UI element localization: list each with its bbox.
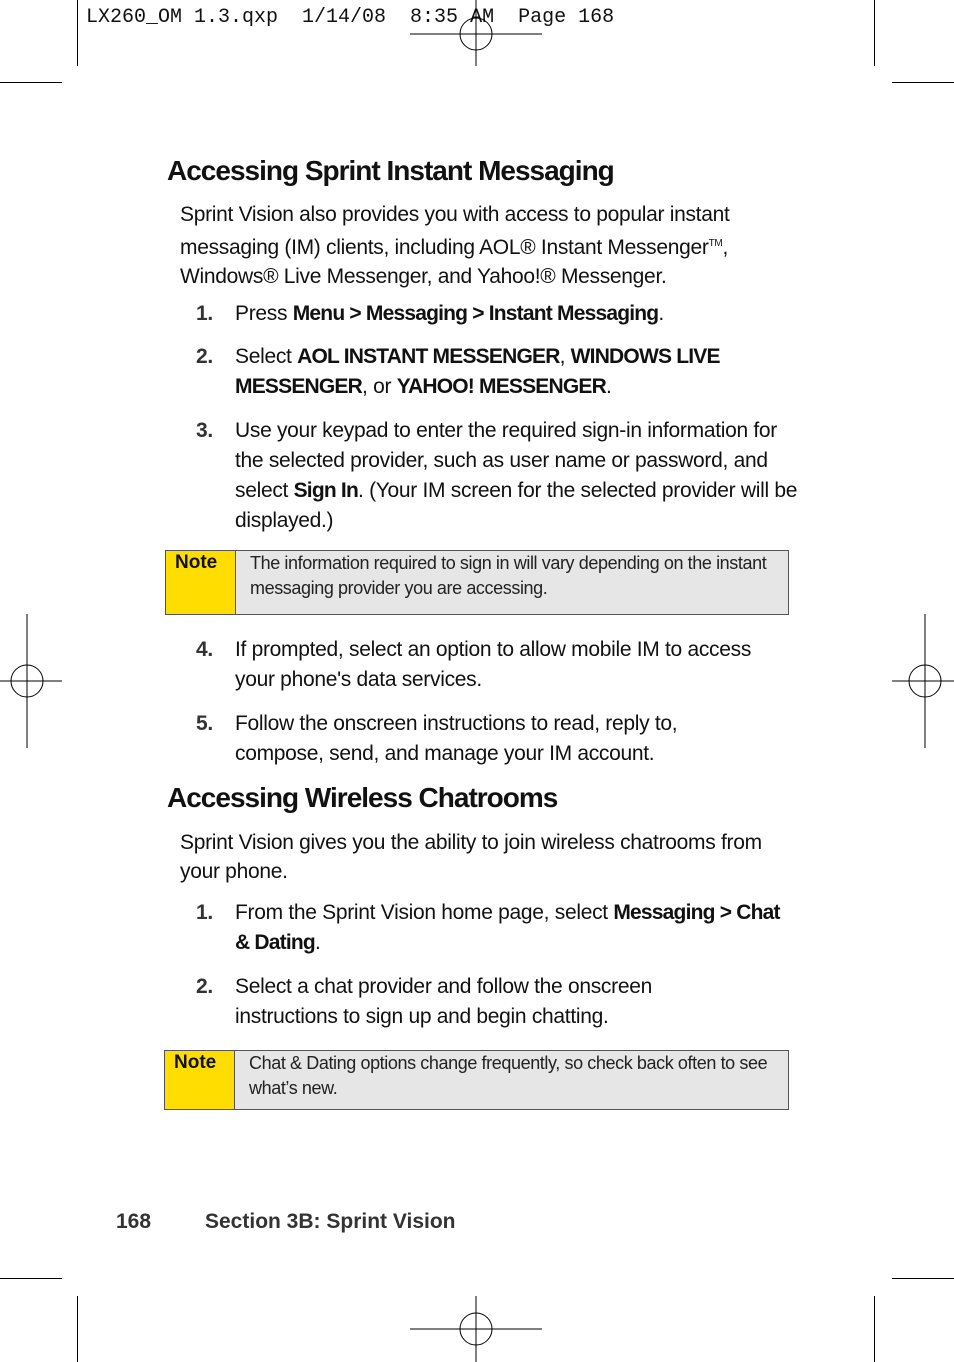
step-2: [196, 342, 756, 402]
step-text-plain: ,: [559, 345, 571, 368]
print-slug: LX260_OM 1.3.qxp 1/14/08 8:35 AM Page 168: [86, 6, 615, 29]
step-text: [235, 342, 756, 402]
crop-mark: [77, 1296, 78, 1362]
registration-mark-top: [408, 0, 544, 66]
step-number: 5.: [196, 712, 213, 735]
step-text: If prompted, select an option to allow mobile IM to access your phone's data services.: [235, 638, 752, 691]
step-4: [196, 635, 756, 695]
option-windows-live: WINDOWS LIVE MESSENGER: [235, 345, 720, 398]
chat-step-2: [196, 972, 756, 1032]
step-text-plain: , or: [362, 375, 397, 398]
step-text: Follow the onscreen instructions to read, reply to, compose, send, and manage your IM account.: [235, 712, 678, 765]
footer-section-title: Section 3B: Sprint Vision: [205, 1210, 456, 1233]
step-number: 1.: [196, 901, 213, 924]
intro-paragraph: [180, 200, 820, 291]
chat-step-1: [196, 898, 786, 958]
note-label: Note: [165, 1051, 235, 1109]
registration-mark-bottom: [408, 1296, 544, 1362]
crop-mark: [874, 0, 875, 66]
step-text: Select a chat provider and follow the onscreen instructions to sign up and begin chatting.: [235, 975, 652, 1028]
step-number: 3.: [196, 419, 213, 442]
step-text-plain: Press: [235, 302, 293, 325]
note-box-2: [164, 1050, 789, 1110]
section-title-instant-messaging: Accessing Sprint Instant Messaging: [167, 155, 614, 186]
option-yahoo: YAHOO! MESSENGER: [396, 375, 606, 398]
sign-in-label: Sign In: [293, 479, 358, 502]
note-text: The information required to sign in will vary depending on the instant messaging provider you are accessing.: [250, 553, 767, 598]
registration-mark-left: [0, 614, 62, 748]
page-number: 168: [116, 1210, 152, 1233]
option-aol: AOL INSTANT MESSENGER: [297, 345, 560, 368]
note-box-1: [165, 550, 789, 615]
step-text-plain: . (Your IM screen for the selected provider will be displayed.): [235, 479, 798, 532]
step-text: [235, 416, 801, 536]
step-5: [196, 709, 756, 769]
crop-mark: [892, 1278, 954, 1279]
intro-comma: ,: [722, 236, 728, 259]
intro-line-3: Windows® Live Messenger, and Yahoo!® Messenger.: [180, 265, 667, 288]
crop-mark: [892, 82, 954, 83]
step-text-plain: .: [606, 375, 612, 398]
crop-mark: [0, 82, 62, 83]
crop-mark: [77, 0, 78, 66]
step-text: [235, 299, 796, 329]
note-label: Note: [166, 551, 236, 614]
intro-line-1: Sprint Vision also provides you with access to popular instant: [180, 203, 730, 226]
crop-mark: [0, 1278, 62, 1279]
step-text-plain: .: [658, 302, 664, 325]
step-text-plain: From the Sprint Vision home page, select: [235, 901, 614, 924]
menu-path: Messaging > Chat & Dating: [235, 901, 780, 954]
registration-mark-right: [892, 614, 954, 748]
step-text-plain: Use your keypad to enter the required sign-in information for the selected provider, such as user name or password, and select: [235, 419, 777, 502]
step-text-plain: Select: [235, 345, 298, 368]
step-text-plain: .: [314, 931, 321, 954]
step-number: 4.: [196, 638, 213, 661]
menu-path: Menu > Messaging > Instant Messaging: [292, 302, 659, 325]
step-number: 2.: [196, 975, 213, 998]
step-1: [196, 299, 796, 329]
chatrooms-intro: Sprint Vision gives you the ability to join wireless chatrooms from your phone.: [180, 831, 762, 883]
note-text: Chat & Dating options change frequently, so check back often to see what’s new.: [249, 1053, 768, 1098]
intro-line-2: messaging (IM) clients, including AOL® Instant Messenger: [180, 236, 709, 259]
step-text: [235, 898, 786, 958]
step-number: 1.: [196, 302, 213, 325]
trademark-mark: TM: [708, 238, 723, 249]
crop-mark: [874, 1296, 875, 1362]
section-title-chatrooms: Accessing Wireless Chatrooms: [167, 782, 558, 813]
step-number: 2.: [196, 345, 213, 368]
step-3: [196, 416, 801, 536]
